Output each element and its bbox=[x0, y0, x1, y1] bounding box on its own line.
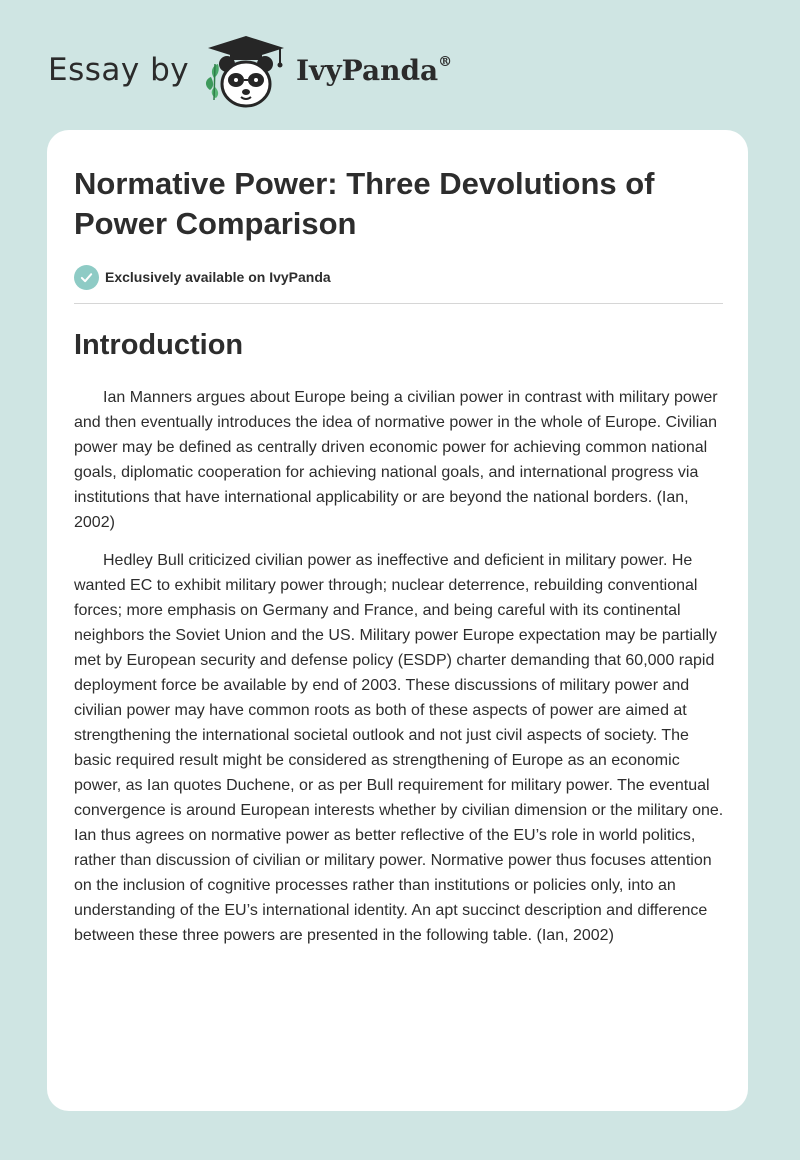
divider bbox=[74, 303, 723, 304]
essay-title: Normative Power: Three Devolutions of Power Comparison bbox=[74, 166, 655, 241]
check-circle-icon bbox=[74, 265, 99, 290]
paragraph: Ian Manners argues about Europe being a civilian power in contrast with military power and then eventually introduces the idea of normative power in the whole of Europe. Civilian power may be defined as centrally driven economic power for achieving common national goals, diplomatic cooperation for achieving national goals, and international progress via institutions that have international applicability or are beyond the national borders. (Ian, 2002) bbox=[74, 389, 718, 531]
panda-logo-icon[interactable] bbox=[200, 34, 292, 110]
essay-by-label: Essay by bbox=[48, 52, 190, 88]
paragraph: Hedley Bull criticized civilian power as ineffective and deficient in military power. He wanted EC to exhibit military power through; nuclear deterrence, rebuilding conventional forces; more emphasis on Germany and France, and being careful with its continental neighbors the Soviet Union and the US. Military power Europe expectation may be partially met by European security and defense policy (ESDP) charter demanding that 60,000 rapid deployment force be available by end of 2003. These discussions of military power and civilian power may have common roots as both of these aspects of power are aimed at strengthening the international societal outlook and not just civil aspects of society. The basic required result might be considered as strengthening of Europe as an economic power, as Ian quotes Duchene, or as per Bull requirement for military power. The eventual convergence is around European interests whether by civilian dimension or the military one. Ian thus agrees on normative power as better reflective of the EU’s role in world politics, rather than discussion of civilian or military power. Normative power thus focuses attention on the inclusion of cognitive processes rather than institutions or policies only, into an understanding of the EU’s international identity. An apt succinct description and difference between these three powers are presented in the following table. (Ian, 2002) bbox=[74, 552, 724, 944]
exclusive-badge bbox=[74, 264, 331, 290]
registered-mark: ® bbox=[438, 54, 453, 70]
site-header bbox=[48, 34, 468, 110]
exclusive-label: Exclusively available on IvyPanda bbox=[105, 269, 331, 285]
essay-card bbox=[47, 130, 748, 1111]
ivy-leaf-icon bbox=[206, 64, 219, 100]
section-heading: Introduction bbox=[74, 329, 244, 361]
brand-text: IvyPanda bbox=[296, 54, 439, 87]
brand-name[interactable] bbox=[296, 54, 452, 87]
essay-body bbox=[74, 385, 726, 961]
